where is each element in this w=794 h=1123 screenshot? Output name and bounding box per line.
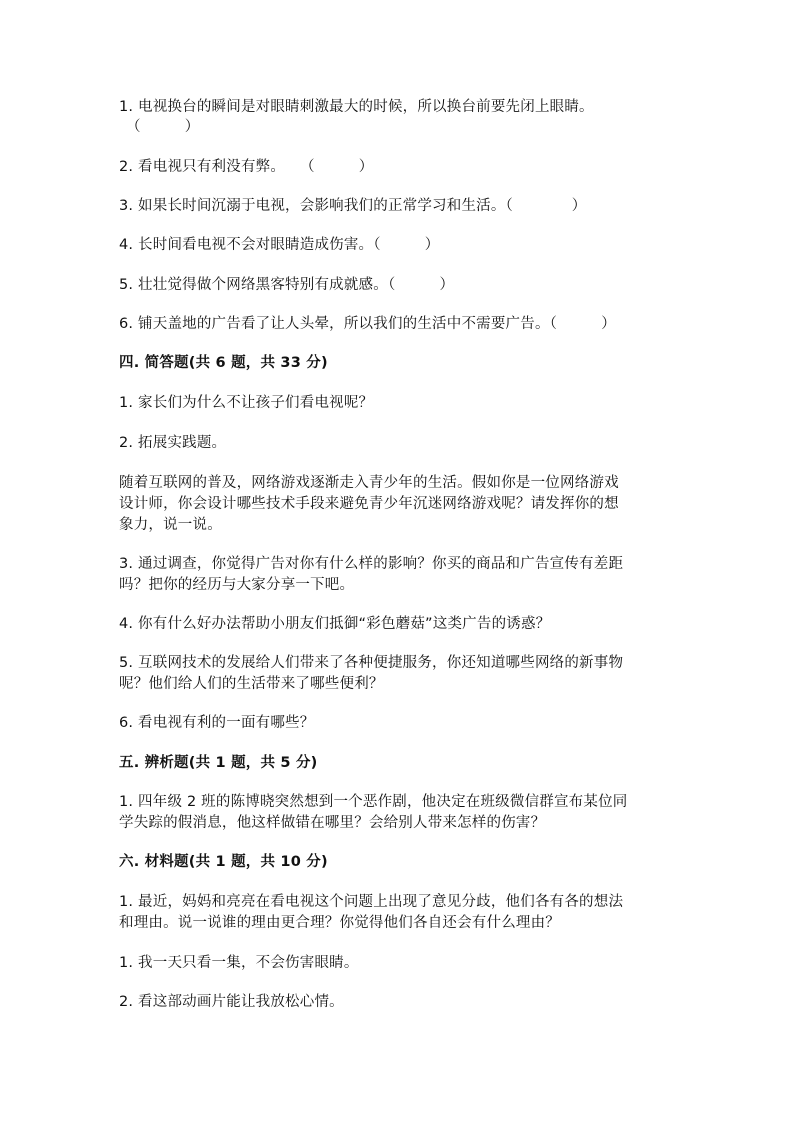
s5-question-1-line-1: 1. 四年级 2 班的陈博晓突然想到一个恶作剧，他决定在班级微信群宣布某位同 (119, 794, 628, 810)
s4-question-2-body-2: 设计师，你会设计哪些技术手段来避免青少年沉迷网络游戏呢？请发挥你的想 (119, 496, 619, 512)
section-6-title: 六. 材料题(共 1 题，共 10 分) (119, 854, 328, 870)
s4-question-2-body-1: 随着互联网的普及，网络游戏逐渐走入青少年的生活。假如你是一位网络游戏 (119, 475, 619, 491)
judge-item-5: 5. 壮壮觉得做个网络黑客特别有成就感。（ ） (119, 277, 455, 293)
s4-question-6: 6. 看电视有利的一面有哪些？ (119, 715, 315, 731)
section-4-title: 四. 简答题(共 6 题，共 33 分) (119, 355, 328, 371)
s5-question-1-line-2: 学失踪的假消息，他这样做错在哪里？会给别人带来怎样的伤害？ (119, 815, 546, 831)
s6-question-1-line-1: 1. 最近，妈妈和亮亮在看电视这个问题上出现了意见分歧，他们各有各的想法 (119, 894, 624, 910)
s4-question-3-line-1: 3. 通过调查，你觉得广告对你有什么样的影响？你买的商品和广告宣传有差距 (119, 556, 624, 572)
s4-question-4: 4. 你有什么好办法帮助小朋友们抵御“彩色蘑菇”这类广告的诱惑？ (119, 616, 551, 632)
s6-point-2: 2. 看这部动画片能让我放松心情。 (119, 994, 344, 1010)
judge-item-4: 4. 长时间看电视不会对眼睛造成伤害。（ ） (119, 237, 440, 253)
judge-item-1: 1. 电视换台的瞬间是对眼睛刺激最大的时候，所以换台前要先闭上眼睛。 (119, 99, 594, 115)
judge-item-3: 3. 如果长时间沉溺于电视，会影响我们的正常学习和生活。（ ） (119, 198, 587, 214)
s4-question-5-line-2: 呢？他们给人们的生活带来了哪些便利？ (119, 676, 384, 692)
s4-question-2: 2. 拓展实践题。 (119, 435, 227, 451)
judge-item-1-blank: （ ） (126, 119, 200, 135)
judge-item-2: 2. 看电视只有利没有弊。 （ ） (119, 159, 374, 175)
section-5-title: 五. 辨析题(共 1 题，共 5 分) (119, 755, 318, 771)
s4-question-2-body-3: 象力，说一说。 (119, 517, 222, 533)
s6-question-1-line-2: 和理由。说一说谁的理由更合理？你觉得他们各自还会有什么理由？ (119, 915, 560, 931)
s4-question-5-line-1: 5. 互联网技术的发展给人们带来了各种便捷服务，你还知道哪些网络的新事物 (119, 655, 624, 671)
s4-question-1: 1. 家长们为什么不让孩子们看电视呢？ (119, 395, 374, 411)
s6-point-1: 1. 我一天只看一集，不会伤害眼睛。 (119, 955, 359, 971)
judge-item-6: 6. 铺天盖地的广告看了让人头晕，所以我们的生活中不需要广告。（ ） (119, 316, 616, 332)
s4-question-3-line-2: 吗？把你的经历与大家分享一下吧。 (119, 577, 355, 593)
